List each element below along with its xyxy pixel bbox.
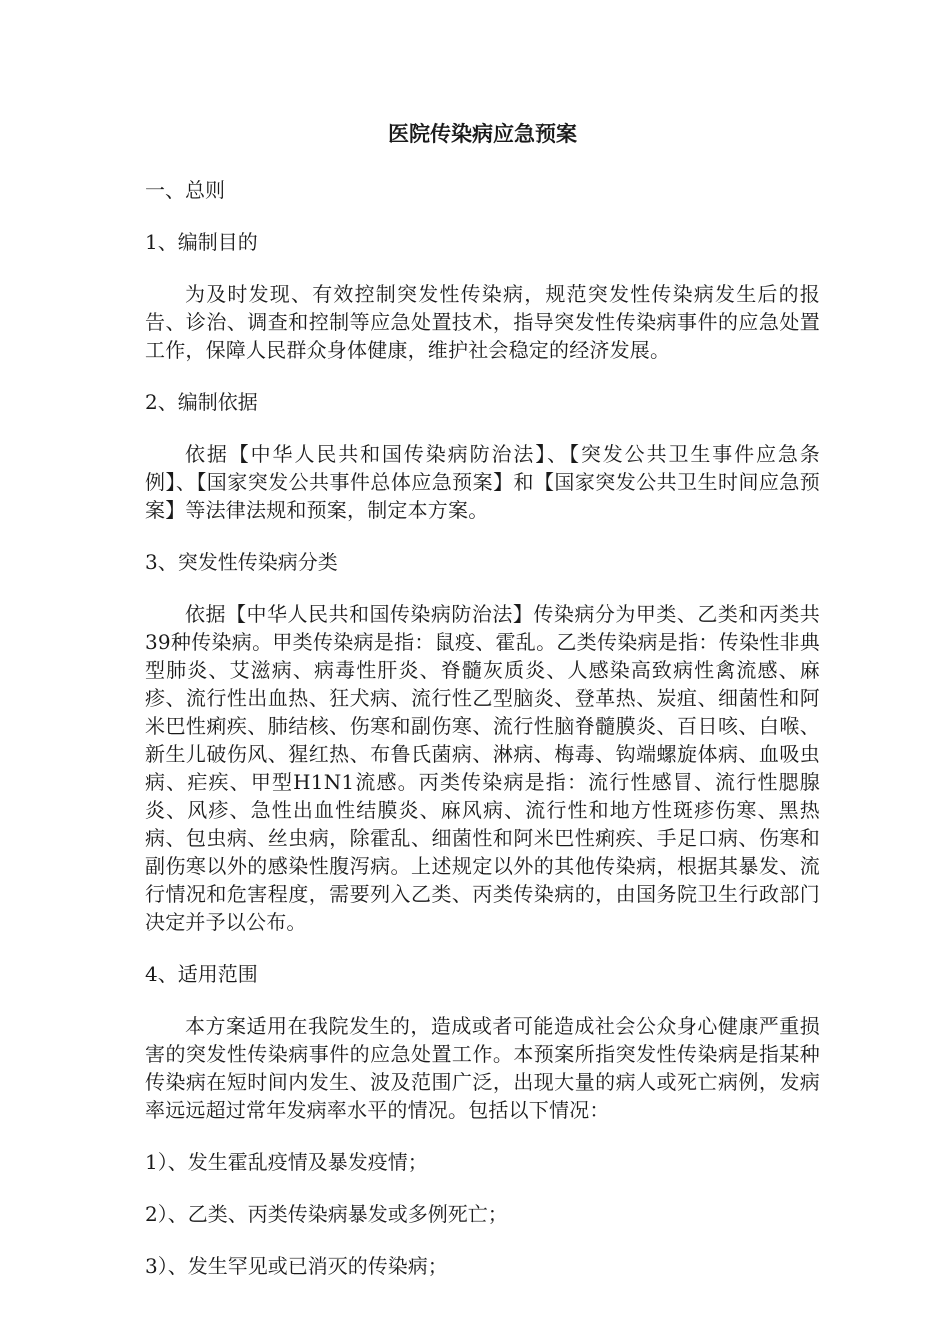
- subsection-heading-classification: 3、突发性传染病分类: [145, 550, 338, 574]
- paragraph-basis: 依据【中华人民共和国传染病防治法】、【突发公共卫生事件应急条例】、【国家突发公共事件总体应急预案】和【国家突发公共卫生时间应急预案】等法律法规和预案，制定本方案。: [145, 442, 820, 522]
- paragraph-purpose: 为及时发现、有效控制突发性传染病，规范突发性传染病发生后的报告、诊治、调查和控制等应急处置技术，指导突发性传染病事件的应急处置工作，保障人民群众身体健康，维护社会稳定的经济发展。: [145, 282, 820, 362]
- subsection-heading-purpose: 1、编制目的: [145, 230, 258, 254]
- list-item: 2）、乙类、丙类传染病暴发或多例死亡；: [145, 1202, 508, 1226]
- document-title: 医院传染病应急预案: [388, 121, 577, 146]
- list-item: 3）、发生罕见或已消灭的传染病；: [145, 1254, 448, 1278]
- subsection-heading-scope: 4、适用范围: [145, 962, 258, 986]
- section-heading-general: 一、总则: [145, 178, 225, 202]
- subsection-heading-basis: 2、编制依据: [145, 390, 258, 414]
- list-item: 1）、发生霍乱疫情及暴发疫情；: [145, 1150, 428, 1174]
- paragraph-classification: 依据【中华人民共和国传染病防治法】传染病分为甲类、乙类和丙类共39种传染病。甲类传染病是指：鼠疫、霍乱。乙类传染病是指：传染性非典型肺炎、艾滋病、病毒性肝炎、脊髓灰质炎、人感染高致病性禽流感、麻疹、流行性出血热、狂犬病、流行性乙型脑炎、登革热、炭疽、细菌性和阿米巴性痢疾、肺结核、伤寒和副伤寒、流行性脑脊髓膜炎、百日咳、白喉、新生儿破伤风、猩红热、布鲁氏菌病、淋病、梅毒、钩端螺旋体病、血吸虫病、疟疾、甲型H1N1流感。丙类传染病是指：流行性感冒、流行性腮腺炎、风疹、急性出血性结膜炎、麻风病、流行性和地方性斑疹伤寒、黑热病、包虫病、丝虫病，除霍乱、细菌性和阿米巴性痢疾、手足口病、伤寒和副伤寒以外的感染性腹泻病。上述规定以外的其他传染病，根据其暴发、流行情况和危害程度，需要列入乙类、丙类传染病的，由国务院卫生行政部门决定并予以公布。: [145, 602, 820, 934]
- document-page: [145, 118, 820, 1304]
- paragraph-scope: 本方案适用在我院发生的，造成或者可能造成社会公众身心健康严重损害的突发性传染病事件的应急处置工作。本预案所指突发性传染病是指某种传染病在短时间内发生、波及范围广泛，出现大量的病人或死亡病例，发病率远远超过常年发病率水平的情况。包括以下情况：: [145, 1014, 820, 1122]
